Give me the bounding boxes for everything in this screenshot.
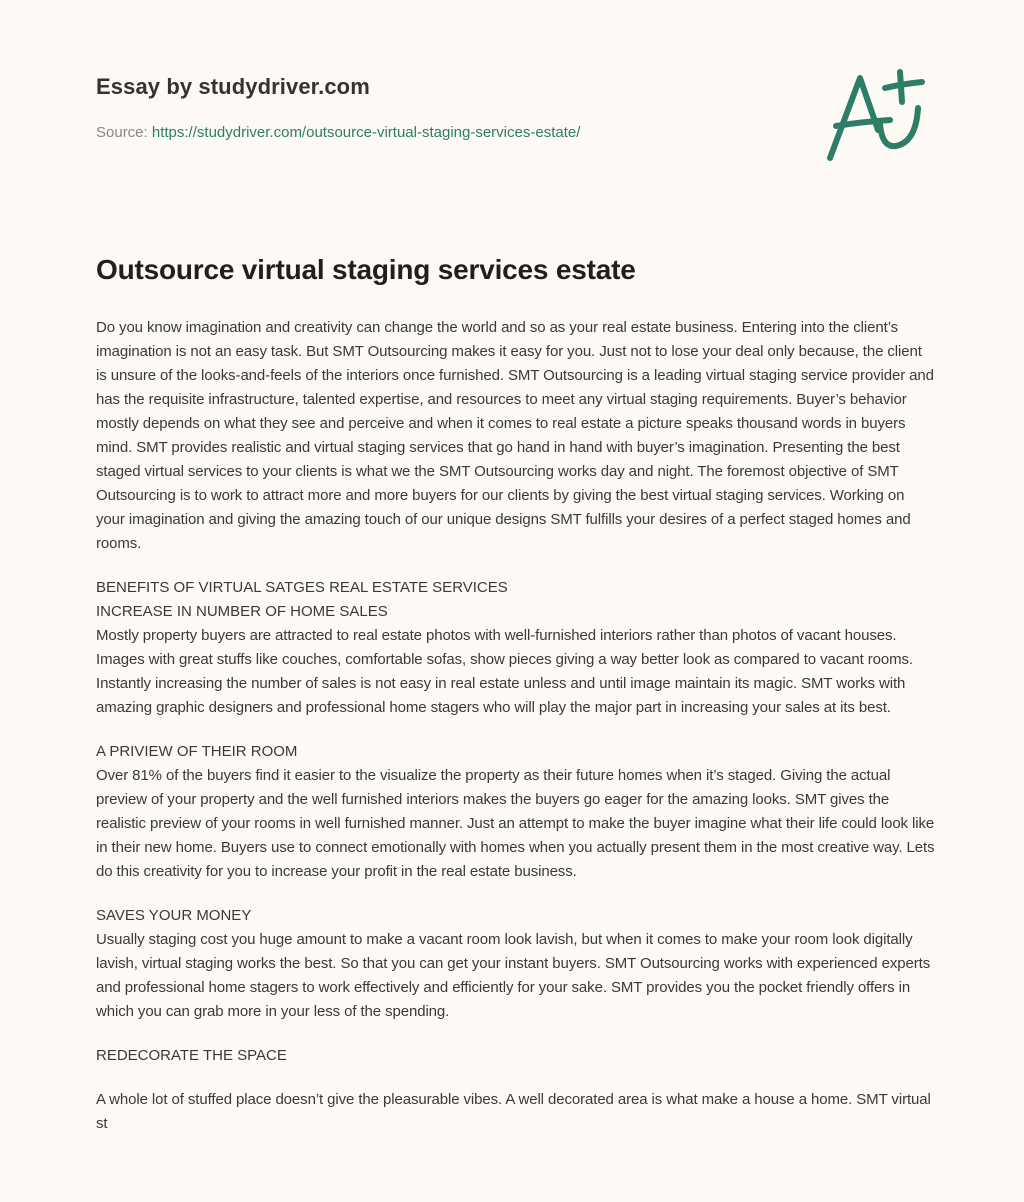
site-title: Essay by studydriver.com [96,74,370,99]
section-heading: REDECORATE THE SPACE [96,1047,287,1064]
essay-title: Outsource virtual staging services estate [96,254,636,285]
section-paragraph: A whole lot of stuffed place doesn’t give the pleasurable vibes. A well decorated area is what make a house a home. SMT virtual st [96,1091,931,1132]
section-redecorate [96,1044,936,1136]
section-heading: SAVES YOUR MONEY [96,907,252,924]
section-increase-sales [96,576,936,720]
section-preview-room [96,740,936,884]
source-link[interactable]: https://studydriver.com/outsource-virtual-staging-services-estate/ [151,124,581,141]
section-main-heading: BENEFITS OF VIRTUAL SATGES REAL ESTATE SERVICES [96,579,508,596]
section-heading: A PRIVIEW OF THEIR ROOM [96,743,298,760]
essay-content [96,254,936,1146]
section-paragraph: Usually staging cost you huge amount to make a vacant room look lavish, but when it comes to make your room look digitally lavish, virtual staging works the best. So that you can get your instant buyers. SMT Outsourcing works with experienced experts and professional home stagers to work effectively and efficiently for your sake. SMT provides you the pocket friendly offers in which you can grab more in your less of the spending. [96,931,931,1020]
source-line [96,124,796,141]
page-header [96,74,796,141]
intro-paragraph: Do you know imagination and creativity can change the world and so as your real estate business. Entering into the client’s imagination is not an easy task. But SMT Outsourcing makes it easy for you. Just not to lose your deal only because, the client is unsure of the looks-and-feels of the interiors once furnished. SMT Outsourcing is a leading virtual staging service provider and has the requisite infrastructure, talented expertise, and resources to meet any virtual staging requirements. Buyer’s behavior mostly depends on what they see and perceive and when it comes to real estate a picture speaks thousand words in buyers mind. SMT provides realistic and virtual staging services that go hand in hand with buyer’s imagination. Presenting the best staged virtual services to your clients is what we the SMT Outsourcing works day and night. The foremost objective of SMT Outsourcing is to work to attract more and more buyers for our clients by giving the best virtual staging services. Working on your imagination and giving the amazing touch of our unique designs SMT fulfills your desires of a perfect staged homes and rooms. [96,319,934,552]
source-label: Source: [96,124,148,141]
section-saves-money [96,904,936,1024]
section-paragraph: Over 81% of the buyers find it easier to the visualize the property as their future homes when it’s staged. Giving the actual preview of your property and the well furnished interiors makes the buyers go eager for the amazing looks. SMT gives the realistic preview of your rooms in well furnished manner. Just an attempt to make the buyer imagine what their life could look like in their new home. Buyers use to connect emotionally with homes when you actually present them in the most creative way. Lets do this creativity for you to increase your profit in the real estate business. [96,767,935,880]
section-heading: INCREASE IN NUMBER OF HOME SALES [96,603,388,620]
section-paragraph: Mostly property buyers are attracted to real estate photos with well-furnished interiors rather than photos of vacant houses. Images with great stuffs like couches, comfortable sofas, show pieces giving a way better look as compared to vacant rooms. Instantly increasing the number of sales is not easy in real estate unless and until image maintain its magic. SMT works with amazing graphic designers and professional home stagers who will play the major part in increasing your sales at its best. [96,627,913,716]
a-plus-grade-icon [820,66,930,166]
